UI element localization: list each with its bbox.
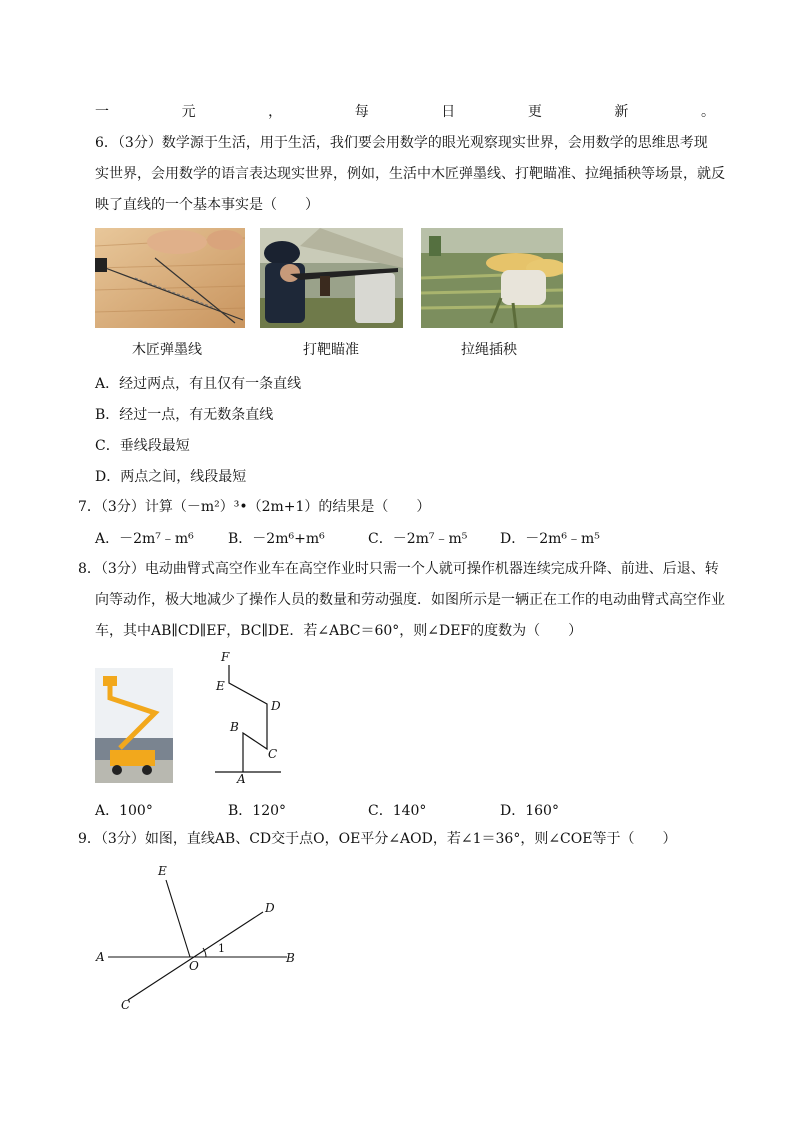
q6-line2: 实世界，会用数学的语言表达现实世界，例如，生活中木匠弹墨线、打靶瞄准、拉绳插秧等场景，就反 [95, 166, 725, 182]
q9-label-d: D [265, 901, 275, 915]
q9-line-cd [128, 912, 263, 1000]
q9-label-e: E [158, 864, 167, 878]
q6-option-c[interactable]: C．垂线段最短 [95, 438, 190, 454]
q6-line1: 6．（3分）数学源于生活，用于生活，我们要会用数学的眼光观察现实世界，会用数学的思维思考现 [95, 135, 708, 151]
q8-polyline [229, 665, 267, 772]
q7-option-a[interactable]: A．－2m⁷﹣m⁶ [95, 531, 194, 547]
q7-option-b[interactable]: B．－2m⁶+m⁶ [228, 531, 325, 547]
q6-option-d[interactable]: D．两点之间，线段最短 [95, 469, 247, 485]
top-char: 日 [441, 104, 456, 120]
top-char: 。 [700, 104, 715, 120]
q8-geometry-figure [205, 645, 295, 785]
q7-text: 7．（3分）计算（－m²）³•（2m+1）的结果是（ ） [78, 499, 431, 515]
aerial-lift-photo [95, 668, 173, 783]
top-char: 每 [354, 104, 369, 120]
q9-label-o: O [189, 959, 199, 973]
top-spread-line [95, 101, 715, 121]
q8-line3: 车，其中AB∥CD∥EF，BC∥DE．若∠ABC＝60°，则∠DEF的度数为（ ） [95, 623, 583, 639]
shooting-aim-photo [260, 228, 403, 328]
q9-ray-oe [166, 880, 190, 957]
q8-label-c: C [268, 747, 278, 761]
q8-label-d: D [271, 699, 281, 713]
q6-line3: 映了直线的一个基本事实是（ ） [95, 197, 319, 213]
q9-text: 9．（3分）如图，直线AB、CD交于点O，OE平分∠AOD，若∠1＝36°，则∠COE等于（ ） [78, 831, 677, 847]
q9-label-a: A [96, 950, 105, 964]
carpenter-chalk-line-photo [95, 228, 245, 328]
q6-option-b[interactable]: B．经过一点，有无数条直线 [95, 407, 274, 423]
top-char: ， [268, 104, 283, 120]
q8-label-f: F [221, 650, 230, 664]
q9-label-angle1: 1 [218, 942, 225, 955]
q8-option-a[interactable]: A．100° [95, 803, 153, 819]
q9-label-b: B [286, 951, 295, 965]
top-char: 新 [614, 104, 629, 120]
top-char: 一 [95, 104, 109, 120]
caption-carpenter: 木匠弹墨线 [132, 342, 202, 358]
caption-planting: 拉绳插秧 [461, 342, 517, 358]
rice-planting-photo [421, 228, 563, 328]
q9-label-c: C [121, 998, 131, 1012]
q8-label-b: B [230, 720, 239, 734]
q8-line2: 向等动作，极大地减少了操作人员的数量和劳动强度．如图所示是一辆正在工作的电动曲臂式高空作业 [95, 592, 725, 608]
q8-label-a: A [237, 772, 246, 785]
q7-option-c[interactable]: C．－2m⁷﹣m⁵ [368, 531, 468, 547]
q8-line1: 8．（3分）电动曲臂式高空作业车在高空作业时只需一个人就可操作机器连续完成升降、前进、后退、转 [78, 561, 719, 577]
q8-option-b[interactable]: B．120° [228, 803, 287, 819]
q7-option-d[interactable]: D．－2m⁶﹣m⁵ [500, 531, 600, 547]
top-char: 更 [527, 104, 542, 120]
q8-option-d[interactable]: D．160° [500, 803, 559, 819]
q9-geometry-figure [90, 858, 310, 1018]
q6-option-a[interactable]: A．经过两点，有且仅有一条直线 [95, 376, 302, 392]
caption-shooting: 打靶瞄准 [303, 342, 359, 358]
q8-option-c[interactable]: C．140° [368, 803, 427, 819]
q8-label-e: E [216, 679, 225, 693]
top-char: 元 [181, 104, 196, 120]
